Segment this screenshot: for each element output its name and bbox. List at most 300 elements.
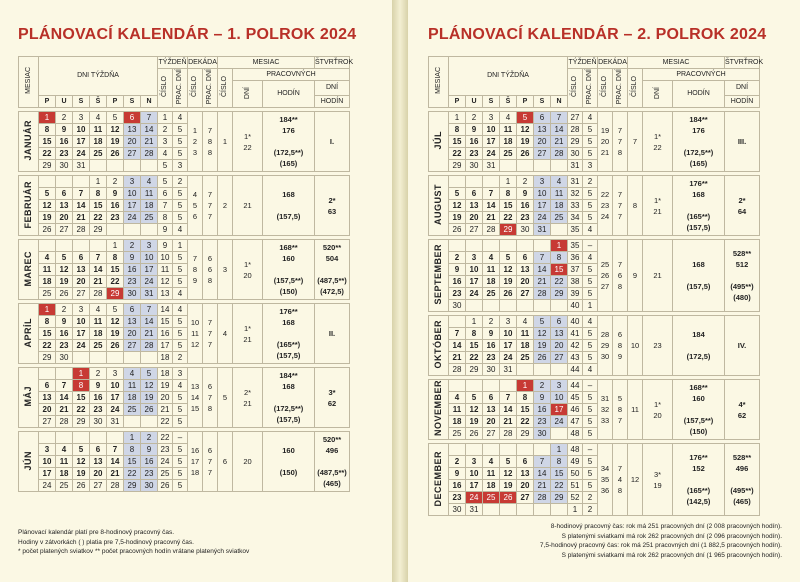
day-cell: 9	[517, 188, 534, 200]
week-workdays: 5	[173, 148, 188, 160]
month-name-label: JÚL	[433, 131, 443, 150]
week-workdays: 5	[583, 136, 598, 148]
decade-number-header	[598, 69, 613, 108]
day-cell: 26	[107, 340, 124, 352]
day-cell	[107, 432, 124, 444]
day-cell: 3	[141, 240, 158, 252]
day-cell: 12	[73, 456, 90, 468]
month-name-label: SEPTEMBER	[433, 244, 443, 305]
day-cell: 24	[551, 416, 568, 428]
day-cell	[551, 504, 568, 516]
day-cell: 23	[483, 352, 500, 364]
week-row	[19, 368, 350, 380]
day-cell: 18	[141, 200, 158, 212]
week-workdays: 2	[583, 492, 598, 504]
month-name	[19, 176, 39, 236]
day-cell: 6	[73, 252, 90, 264]
day-cell: 19	[500, 276, 517, 288]
week-number: 25	[158, 468, 173, 480]
day-cell: 28	[90, 288, 107, 300]
week-number-header	[158, 69, 173, 108]
day-cell	[551, 428, 568, 440]
day-cell: 22	[39, 148, 56, 160]
month-hours: 176** 168 (165**) (157,5)	[673, 176, 725, 236]
day-cell: 1	[500, 176, 517, 188]
week-number: 9	[158, 240, 173, 252]
day-cell: 8	[107, 252, 124, 264]
decade-workdays: 6 7 8	[203, 368, 218, 428]
day-cell: 27	[551, 352, 568, 364]
week-number: 23	[158, 444, 173, 456]
month-col-header	[429, 57, 449, 108]
day-cell: 13	[466, 200, 483, 212]
day-cell: 11	[141, 188, 158, 200]
day-cell: 16	[56, 136, 73, 148]
decade-numbers: 25 26 27	[598, 240, 613, 312]
day-cell: 14	[90, 264, 107, 276]
day-cell: 13	[39, 392, 56, 404]
month-hours: 184 (172,5)	[673, 316, 725, 376]
day-cell: 10	[483, 124, 500, 136]
day-cell: 22	[124, 468, 141, 480]
weekdays-header: DNI TÝŽDŇA	[39, 57, 158, 96]
day-cell: 17	[551, 404, 568, 416]
day-cell	[141, 352, 158, 364]
day-cell: 6	[534, 112, 551, 124]
decade-number-header	[188, 69, 203, 108]
month-working-header: PRACOVNÝCH	[233, 69, 350, 81]
week-number: 17	[158, 340, 173, 352]
day-cell	[483, 504, 500, 516]
day-cell	[500, 504, 517, 516]
day-cell: 21	[500, 416, 517, 428]
day-cell	[107, 352, 124, 364]
day-cell: 8	[124, 444, 141, 456]
week-workdays: 5	[583, 148, 598, 160]
day-cell: 9	[124, 252, 141, 264]
day-cell: 23	[534, 416, 551, 428]
month-col-label: MESIAC	[434, 67, 442, 95]
month-name	[429, 240, 449, 312]
week-number: 18	[158, 352, 173, 364]
day-cell: 28	[56, 416, 73, 428]
day-cell: 3	[534, 176, 551, 188]
day-cell	[534, 240, 551, 252]
day-cell: 10	[124, 188, 141, 200]
decade-workdays: 7 7 7	[203, 176, 218, 236]
header-row	[429, 57, 760, 69]
day-cell: 3	[500, 316, 517, 328]
decade-numbers: 7 8 9	[188, 240, 203, 300]
day-cell: 20	[517, 480, 534, 492]
week-number: 28	[568, 124, 583, 136]
week-workdays: 5	[173, 456, 188, 468]
day-cell	[56, 176, 73, 188]
day-cell: 14	[500, 404, 517, 416]
month-number: 5	[218, 368, 233, 428]
day-cell: 14	[449, 340, 466, 352]
day-cell: 16	[56, 328, 73, 340]
week-workdays: 5	[583, 288, 598, 300]
month-number: 11	[628, 380, 643, 440]
quarter-label: II.	[315, 304, 350, 364]
day-cell: 1	[466, 316, 483, 328]
decade-workdays: 6 7 7	[203, 432, 218, 492]
day-cell: 6	[551, 316, 568, 328]
day-cell: 23	[517, 212, 534, 224]
day-cell: 20	[534, 136, 551, 148]
week-number: 11	[158, 264, 173, 276]
week-number: 16	[158, 328, 173, 340]
page-title: PLÁNOVACÍ KALENDÁR – 2. POLROK 2024	[428, 26, 767, 43]
day-cell: 5	[107, 112, 124, 124]
day-cell: 18	[449, 416, 466, 428]
planning-table	[18, 56, 354, 492]
day-cell: 21	[141, 328, 158, 340]
week-number-header-label: ČÍSLO	[161, 76, 168, 98]
day-cell: 2	[124, 240, 141, 252]
day-cell: 17	[466, 276, 483, 288]
quarter-header: ŠTVRŤROK	[315, 57, 350, 69]
week-workdays: 4	[583, 316, 598, 328]
decade-number-header-label: ČÍSLO	[601, 76, 608, 98]
month-number-header	[218, 69, 233, 108]
day-cell: 16	[466, 136, 483, 148]
day-cell: 15	[466, 340, 483, 352]
day-cell: 5	[500, 252, 517, 264]
week-workdays: 5	[583, 340, 598, 352]
day-cell: 6	[39, 380, 56, 392]
day-cell: 10	[466, 468, 483, 480]
day-cell: 10	[534, 188, 551, 200]
week-header: TÝŽDEŇ	[158, 57, 188, 69]
month-days-header	[233, 81, 263, 108]
month-name-label: JÚN	[23, 450, 33, 471]
day-cell: 1	[39, 112, 56, 124]
day-cell: 18	[483, 480, 500, 492]
day-cell: 17	[107, 392, 124, 404]
week-header: TÝŽDEŇ	[568, 57, 598, 69]
day-cell	[466, 444, 483, 456]
day-cell: 6	[124, 112, 141, 124]
week-workdays: 4	[583, 112, 598, 124]
decade-header: DEKÁDA	[188, 57, 218, 69]
day-cell: 22	[551, 276, 568, 288]
day-cell	[56, 368, 73, 380]
day-cell: 28	[534, 288, 551, 300]
week-workdays: 5	[173, 200, 188, 212]
day-cell: 5	[73, 444, 90, 456]
decade-numbers: 34 35 36	[598, 444, 613, 516]
day-cell: 4	[551, 176, 568, 188]
day-cell: 25	[90, 340, 107, 352]
day-cell	[500, 300, 517, 312]
day-cell: 30	[56, 352, 73, 364]
week-row	[19, 432, 350, 444]
day-cell: 12	[534, 328, 551, 340]
decade-numbers: 28 29 30	[598, 316, 613, 376]
month-workdays: 1* 20	[233, 240, 263, 300]
day-cell: 27	[39, 416, 56, 428]
day-cell: 26	[500, 492, 517, 504]
month-name	[19, 432, 39, 492]
day-cell: 4	[90, 304, 107, 316]
week-number: 13	[158, 288, 173, 300]
day-cell: 23	[466, 148, 483, 160]
week-number: 5	[158, 176, 173, 188]
day-cell: 13	[124, 124, 141, 136]
day-cell: 19	[466, 416, 483, 428]
week-workdays-header	[583, 69, 598, 108]
footnote-line: 7,5-hodinový pracovný čas: rok má 251 pracovných dní (1 882,5 pracovných hodín).	[539, 542, 782, 549]
day-cell: 30	[90, 416, 107, 428]
day-cell: 10	[141, 252, 158, 264]
day-cell: 30	[449, 504, 466, 516]
week-number: 49	[568, 456, 583, 468]
day-cell: 29	[551, 288, 568, 300]
day-cell: 22	[90, 212, 107, 224]
day-cell: 22	[466, 352, 483, 364]
week-workdays: 4	[173, 224, 188, 236]
day-cell: 9	[107, 188, 124, 200]
day-cell	[73, 240, 90, 252]
day-cell: 10	[107, 380, 124, 392]
day-cell: 24	[124, 212, 141, 224]
week-workdays: 5	[173, 416, 188, 428]
weekdays-header: DNI TÝŽDŇA	[449, 57, 568, 96]
day-cell: 9	[483, 328, 500, 340]
month-hours: 160 (150)	[263, 432, 315, 492]
weekday-2: U	[466, 96, 483, 108]
day-cell: 24	[466, 288, 483, 300]
month-workdays: 1* 21	[233, 304, 263, 364]
day-cell: 23	[141, 468, 158, 480]
week-number: 34	[568, 212, 583, 224]
day-cell: 9	[56, 316, 73, 328]
day-cell	[534, 364, 551, 376]
day-cell: 15	[90, 200, 107, 212]
day-cell: 29	[73, 416, 90, 428]
week-number: 46	[568, 404, 583, 416]
day-cell: 30	[483, 364, 500, 376]
week-workdays: 4	[173, 380, 188, 392]
day-cell: 18	[90, 136, 107, 148]
day-cell: 27	[73, 288, 90, 300]
day-cell: 1	[90, 176, 107, 188]
day-cell: 9	[56, 124, 73, 136]
month-number: 3	[218, 240, 233, 300]
week-number: 1	[568, 504, 583, 516]
day-cell: 5	[39, 188, 56, 200]
day-cell: 19	[449, 212, 466, 224]
day-cell: 18	[483, 276, 500, 288]
month-hours: 184** 176 (172,5**) (165)	[263, 112, 315, 172]
day-cell: 31	[534, 224, 551, 236]
day-cell: 1	[124, 432, 141, 444]
day-cell: 28	[141, 340, 158, 352]
day-cell: 17	[534, 200, 551, 212]
day-cell: 15	[107, 264, 124, 276]
day-cell: 15	[517, 404, 534, 416]
week-workdays: 5	[583, 276, 598, 288]
day-cell: 31	[500, 364, 517, 376]
day-cell: 15	[73, 392, 90, 404]
day-cell: 19	[500, 480, 517, 492]
week-number: 29	[568, 136, 583, 148]
day-cell: 13	[517, 264, 534, 276]
day-cell: 27	[534, 148, 551, 160]
week-workdays: 5	[173, 188, 188, 200]
weekday-7: N	[551, 96, 568, 108]
day-cell	[534, 504, 551, 516]
day-cell: 3	[107, 368, 124, 380]
day-cell: 28	[107, 480, 124, 492]
day-cell: 24	[466, 492, 483, 504]
week-row	[429, 316, 760, 328]
day-cell: 18	[39, 276, 56, 288]
day-cell: 8	[500, 188, 517, 200]
day-cell: 6	[124, 304, 141, 316]
day-cell: 17	[141, 264, 158, 276]
day-cell: 7	[107, 444, 124, 456]
quarter-hours-header: HODÍN	[725, 96, 760, 108]
month-col-header	[19, 57, 39, 108]
day-cell: 28	[73, 224, 90, 236]
day-cell: 31	[107, 416, 124, 428]
day-cell: 27	[466, 224, 483, 236]
day-cell: 11	[56, 456, 73, 468]
day-cell: 15	[449, 136, 466, 148]
day-cell: 20	[551, 340, 568, 352]
month-number: 9	[628, 240, 643, 312]
day-cell: 6	[90, 444, 107, 456]
quarter-info: 528** 512 (495**) (480)	[725, 240, 760, 312]
day-cell: 5	[500, 456, 517, 468]
week-number: 40	[568, 316, 583, 328]
day-cell: 5	[466, 392, 483, 404]
month-hours: 184** 168 (172,5**) (157,5)	[263, 368, 315, 428]
month-name	[19, 240, 39, 300]
day-cell: 14	[141, 316, 158, 328]
week-workdays: 5	[583, 468, 598, 480]
day-cell	[534, 160, 551, 172]
weekday-4: Š	[90, 96, 107, 108]
day-cell: 20	[90, 468, 107, 480]
day-cell: 4	[500, 112, 517, 124]
quarter-info: 528** 496 (495**) (465)	[725, 444, 760, 516]
week-number: 8	[158, 212, 173, 224]
week-workdays: 2	[173, 176, 188, 188]
footnotes	[18, 528, 249, 557]
day-cell	[534, 300, 551, 312]
day-cell: 28	[141, 148, 158, 160]
week-number: 20	[158, 392, 173, 404]
day-cell: 4	[90, 112, 107, 124]
day-cell: 11	[124, 380, 141, 392]
day-cell: 19	[517, 136, 534, 148]
week-workdays: 5	[173, 444, 188, 456]
day-cell: 18	[500, 136, 517, 148]
day-cell: 21	[483, 212, 500, 224]
day-cell: 17	[483, 136, 500, 148]
day-cell: 29	[449, 160, 466, 172]
day-cell: 11	[500, 124, 517, 136]
weekday-3: S	[483, 96, 500, 108]
week-number-header-label: ČÍSLO	[571, 76, 578, 98]
day-cell: 2	[449, 456, 466, 468]
week-workdays: 5	[173, 328, 188, 340]
day-cell: 28	[483, 224, 500, 236]
footnote-line: S platenými sviatkami má rok 262 pracovných dní (2 096 pracovných hodín).	[561, 532, 782, 540]
week-row	[429, 380, 760, 392]
week-workdays: 5	[173, 480, 188, 492]
week-workdays: 2	[583, 176, 598, 188]
week-row	[429, 444, 760, 456]
week-number: 1	[158, 112, 173, 124]
day-cell: 5	[107, 304, 124, 316]
month-hours: 168 (157,5)	[263, 176, 315, 236]
day-cell: 17	[500, 340, 517, 352]
month-number: 4	[218, 304, 233, 364]
day-cell: 27	[124, 340, 141, 352]
day-cell: 29	[107, 288, 124, 300]
day-cell: 11	[39, 264, 56, 276]
day-cell	[551, 300, 568, 312]
day-cell: 3	[483, 112, 500, 124]
day-cell: 7	[500, 392, 517, 404]
day-cell	[466, 300, 483, 312]
week-number: 12	[158, 276, 173, 288]
month-header: MESIAC	[628, 57, 725, 69]
day-cell: 21	[449, 352, 466, 364]
month-workdays: 21	[233, 176, 263, 236]
day-cell: 24	[534, 212, 551, 224]
day-cell: 25	[517, 352, 534, 364]
decade-numbers: 13 14 15	[188, 368, 203, 428]
day-cell: 23	[449, 288, 466, 300]
month-number-header-label: ČÍSLO	[221, 76, 229, 98]
day-cell: 29	[124, 480, 141, 492]
month-workdays: 21	[643, 240, 673, 312]
day-cell: 15	[551, 264, 568, 276]
day-cell	[449, 444, 466, 456]
week-workdays: 5	[173, 276, 188, 288]
month-name	[429, 176, 449, 236]
day-cell: 1	[39, 304, 56, 316]
day-cell: 19	[107, 328, 124, 340]
week-workdays: –	[583, 380, 598, 392]
day-cell: 19	[534, 340, 551, 352]
day-cell: 8	[90, 188, 107, 200]
day-cell: 14	[534, 468, 551, 480]
day-cell: 25	[483, 492, 500, 504]
month-name-label: AUGUST	[433, 183, 443, 225]
day-cell: 29	[517, 428, 534, 440]
weekday-6: S	[124, 96, 141, 108]
day-cell	[90, 352, 107, 364]
day-cell: 5	[534, 316, 551, 328]
day-cell: 11	[449, 404, 466, 416]
day-cell: 2	[90, 368, 107, 380]
decade-number-header-label: ČÍSLO	[191, 76, 198, 98]
week-number: 41	[568, 328, 583, 340]
day-cell: 23	[56, 340, 73, 352]
day-cell: 12	[517, 124, 534, 136]
day-cell: 19	[107, 136, 124, 148]
day-cell: 14	[483, 200, 500, 212]
day-cell: 21	[56, 404, 73, 416]
week-workdays: 5	[583, 212, 598, 224]
